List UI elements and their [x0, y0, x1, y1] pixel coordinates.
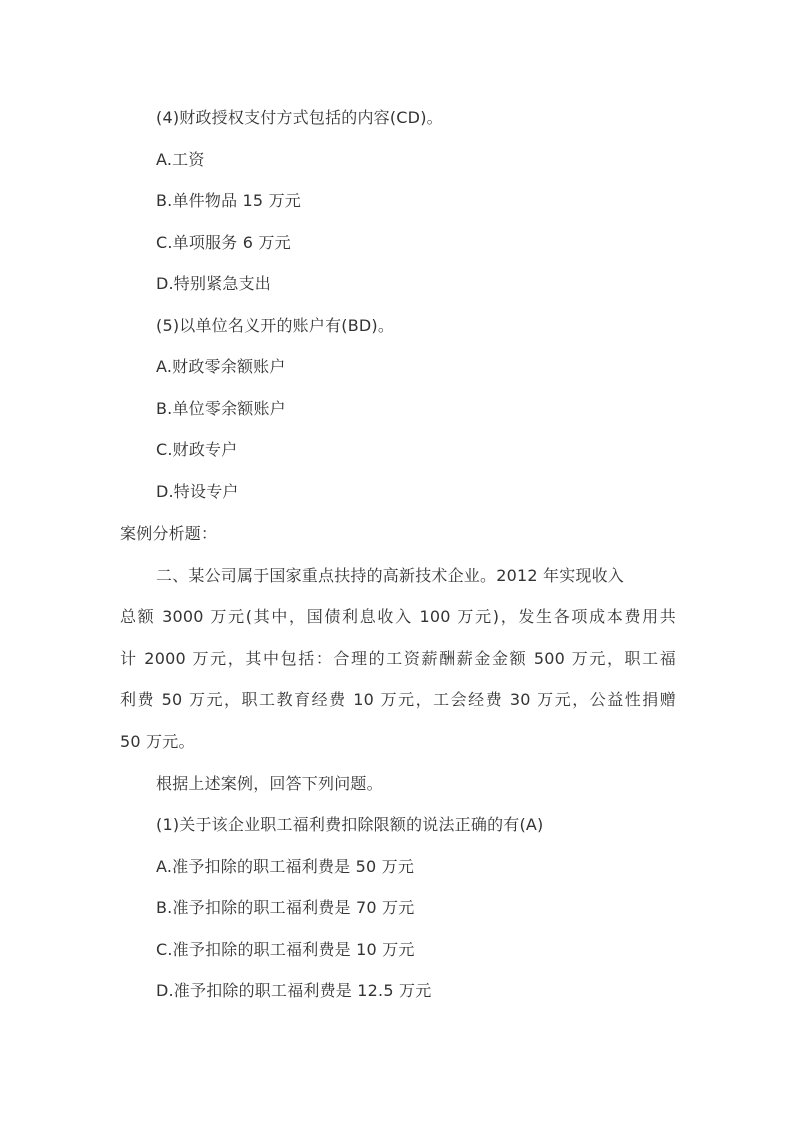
question-4-option-a: A.工资: [156, 150, 205, 169]
question-5-option-c: C.财政专户: [156, 440, 238, 459]
case-question-1-option-d: D.准予扣除的职工福利费是 12.5 万元: [156, 981, 432, 1000]
question-4: (4)财政授权支付方式包括的内容(CD)。: [156, 108, 443, 127]
case-question-1-option-b: B.准予扣除的职工福利费是 70 万元: [156, 898, 415, 917]
case-paragraph-line-3: 计 2000 万元，其中包括：合理的工资薪酬薪金金额 500 万元，职工福: [120, 649, 676, 668]
case-paragraph-line-5: 50 万元。: [120, 732, 195, 751]
case-instruction: 根据上述案例，回答下列问题。: [156, 774, 383, 793]
question-5-option-a: A.财政零余额账户: [156, 357, 286, 376]
case-paragraph-line-2: 总额 3000 万元(其中，国债利息收入 100 万元)，发生各项成本费用共: [120, 607, 676, 626]
question-4-option-d: D.特别紧急支出: [156, 274, 272, 293]
case-paragraph-line-1: 二、某公司属于国家重点扶持的高新技术企业。2012 年实现收入: [156, 566, 625, 585]
question-5-option-d: D.特设专户: [156, 482, 239, 501]
case-question-1: (1)关于该企业职工福利费扣除限额的说法正确的有(A): [156, 815, 544, 834]
question-4-option-b: B.单件物品 15 万元: [156, 191, 301, 210]
question-5: (5)以单位名义开的账户有(BD)。: [156, 316, 395, 335]
case-question-1-option-c: C.准予扣除的职工福利费是 10 万元: [156, 940, 415, 959]
question-5-option-b: B.单位零余额账户: [156, 399, 286, 418]
case-paragraph-line-4: 利费 50 万元，职工教育经费 10 万元，工会经费 30 万元，公益性捐赠: [120, 690, 676, 709]
case-analysis-heading: 案例分析题：: [120, 524, 218, 543]
question-4-option-c: C.单项服务 6 万元: [156, 233, 291, 252]
case-question-1-option-a: A.准予扣除的职工福利费是 50 万元: [156, 857, 415, 876]
